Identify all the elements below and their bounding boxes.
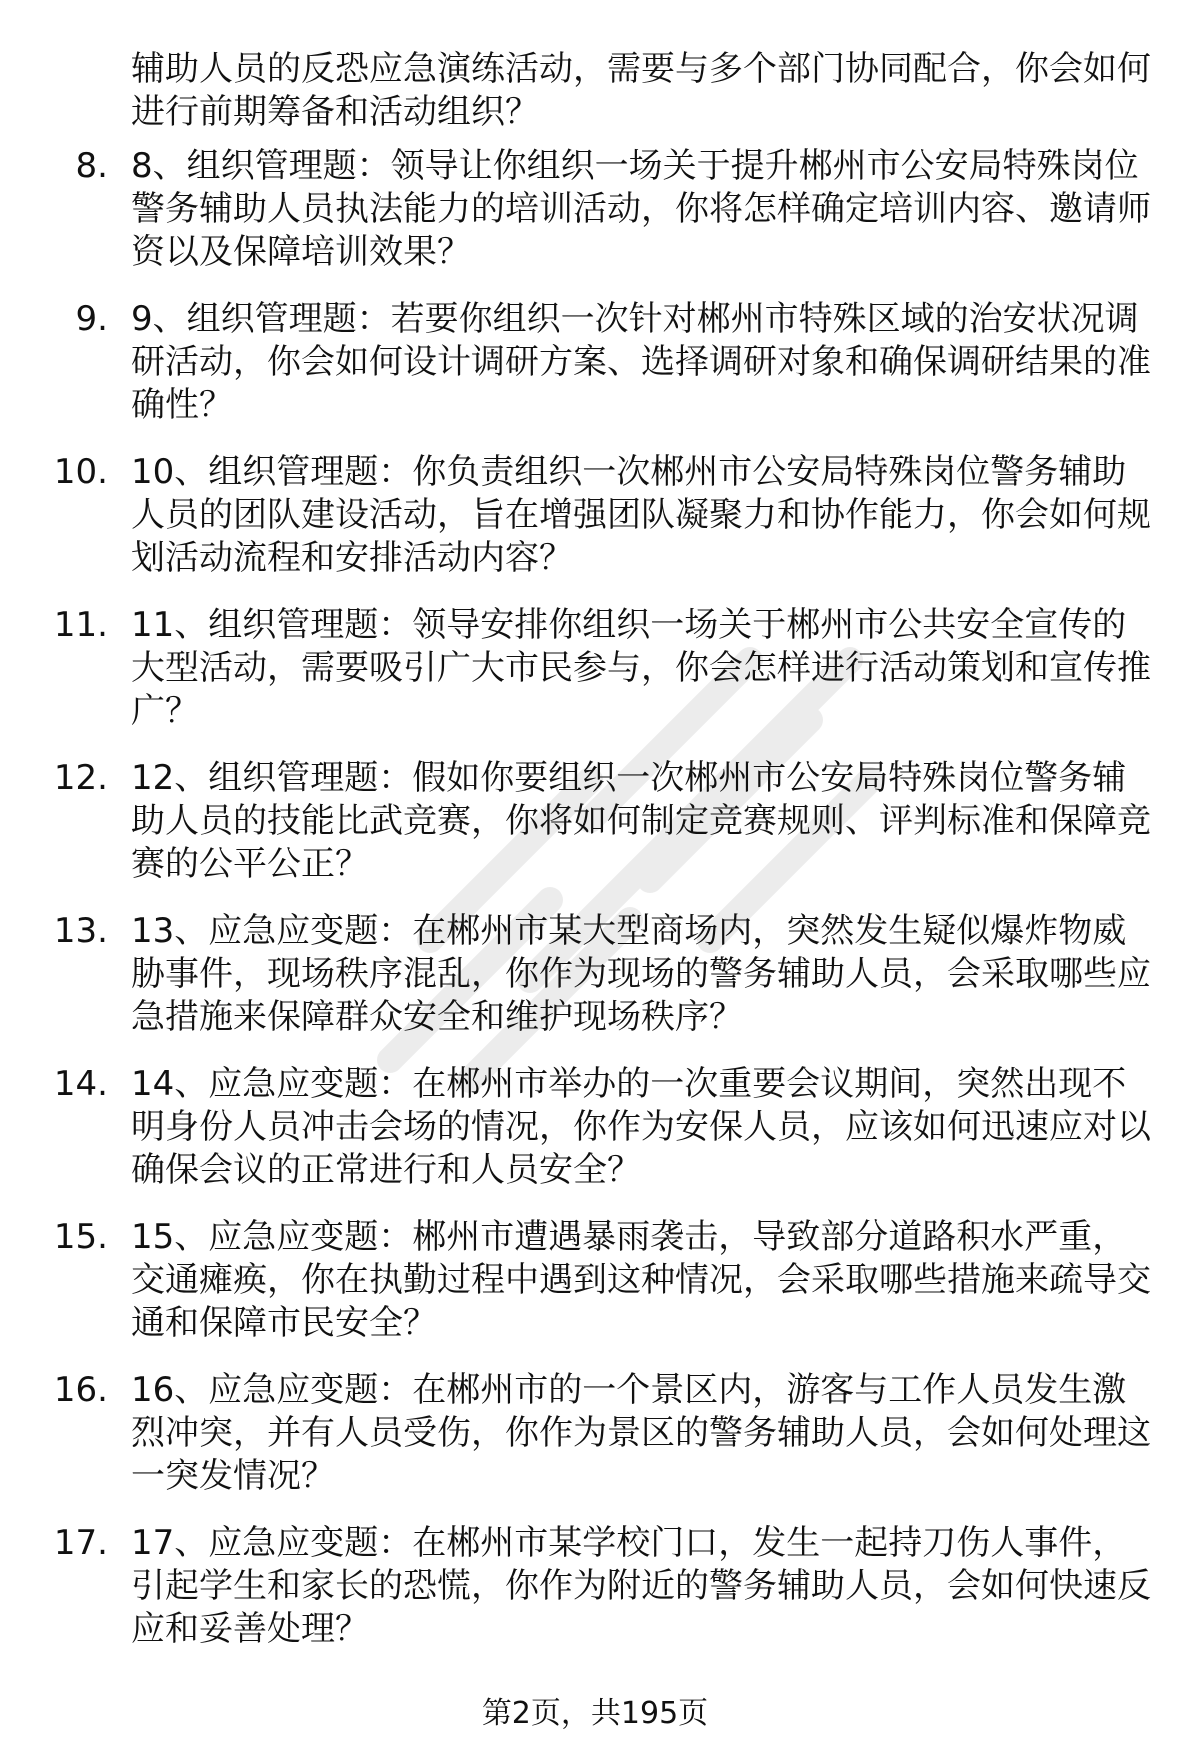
question-text: 9、组织管理题：若要你组织一次针对郴州市特殊区域的治安状况调研活动，你会如何设计调研方案、选择调研对象和确保调研结果的准确性？ — [131, 299, 1151, 425]
question-item — [0, 1522, 1190, 1651]
question-text: 14、应急应变题：在郴州市举办的一次重要会议期间，突然出现不明身份人员冲击会场的情况，你作为安保人员，应该如何迅速应对以确保会议的正常进行和人员安全？ — [131, 1064, 1151, 1190]
page-footer: 第2页，共195页 — [481, 1696, 709, 1731]
question-item — [0, 1063, 1190, 1192]
question-number: 16. — [53, 1370, 108, 1410]
question-text: 12、组织管理题：假如你要组织一次郴州市公安局特殊岗位警务辅助人员的技能比武竞赛，你将如何制定竞赛规则、评判标准和保障竞赛的公平公正？ — [131, 758, 1151, 884]
question-item — [0, 145, 1190, 274]
question-number: 15. — [53, 1217, 108, 1257]
question-number: 13. — [53, 911, 108, 951]
question-number: 17. — [53, 1523, 108, 1563]
question-item — [0, 757, 1190, 886]
question-number: 12. — [53, 758, 108, 798]
question-number: 8. — [75, 146, 108, 186]
question-text: 8、组织管理题：领导让你组织一场关于提升郴州市公安局特殊岗位警务辅助人员执法能力的培训活动，你将怎样确定培训内容、邀请师资以及保障培训效果？ — [131, 146, 1151, 272]
question-text: 17、应急应变题：在郴州市某学校门口，发生一起持刀伤人事件，引起学生和家长的恐慌，你作为附近的警务辅助人员，会如何快速反应和妥善处理？ — [131, 1523, 1151, 1649]
question-text: 15、应急应变题：郴州市遭遇暴雨袭击，导致部分道路积水严重，交通瘫痪，你在执勤过程中遇到这种情况，会采取哪些措施来疏导交通和保障市民安全？ — [131, 1217, 1151, 1343]
question-item — [0, 298, 1190, 427]
question-item — [0, 910, 1190, 1039]
continuation-paragraph: 辅助人员的反恐应急演练活动，需要与多个部门协同配合，你会如何进行前期筹备和活动组织？ — [131, 49, 1151, 132]
question-item — [0, 604, 1190, 733]
question-number: 9. — [75, 299, 108, 339]
question-number: 10. — [53, 452, 108, 492]
question-text: 16、应急应变题：在郴州市的一个景区内，游客与工作人员发生激烈冲突，并有人员受伤，你作为景区的警务辅助人员，会如何处理这一突发情况？ — [131, 1370, 1151, 1496]
question-text: 13、应急应变题：在郴州市某大型商场内，突然发生疑似爆炸物威胁事件，现场秩序混乱，你作为现场的警务辅助人员，会采取哪些应急措施来保障群众安全和维护现场秩序？ — [131, 911, 1151, 1037]
question-number: 11. — [53, 605, 108, 645]
question-list — [0, 145, 1190, 1675]
question-item — [0, 1369, 1190, 1498]
question-item — [0, 451, 1190, 580]
question-number: 14. — [53, 1064, 108, 1104]
question-text: 11、组织管理题：领导安排你组织一场关于郴州市公共安全宣传的大型活动，需要吸引广大市民参与，你会怎样进行活动策划和宣传推广？ — [131, 605, 1151, 731]
question-item — [0, 1216, 1190, 1345]
question-text: 10、组织管理题：你负责组织一次郴州市公安局特殊岗位警务辅助人员的团队建设活动，旨在增强团队凝聚力和协作能力，你会如何规划活动流程和安排活动内容？ — [131, 452, 1151, 578]
